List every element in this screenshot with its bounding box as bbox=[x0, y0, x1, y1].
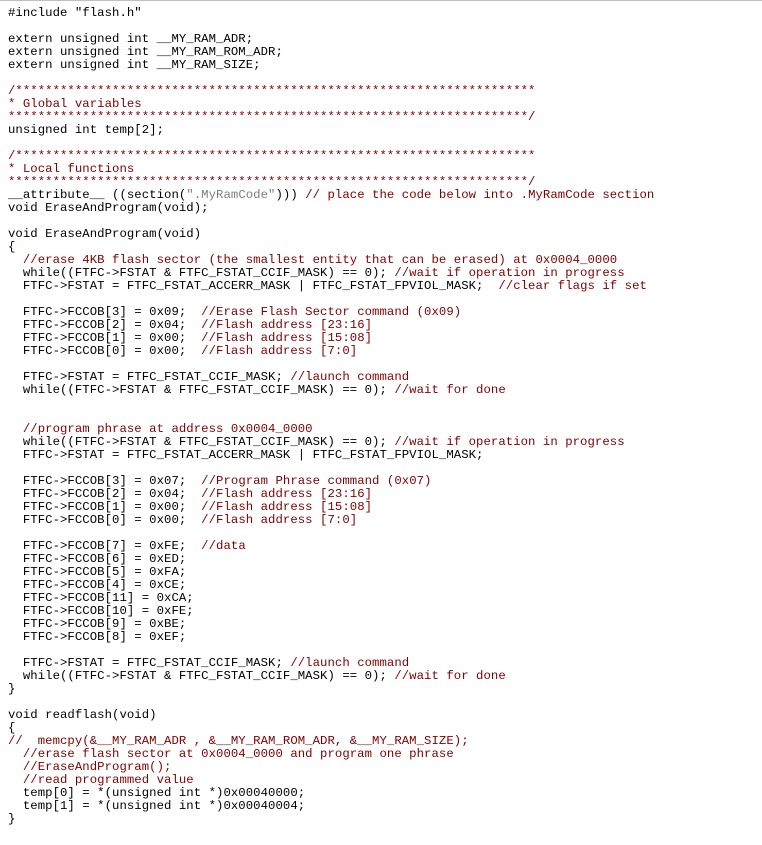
code-token: while((FTFC->FSTAT & FTFC_FSTAT_CCIF_MASK) == 0); bbox=[8, 266, 395, 280]
code-token: #include "flash.h" bbox=[8, 6, 142, 20]
code-comment: /********************************************************************** bbox=[8, 149, 536, 163]
code-token: } bbox=[8, 682, 16, 696]
code-line bbox=[8, 813, 654, 826]
code-comment: //wait if operation in progress bbox=[394, 266, 625, 280]
code-token: __attribute__ ((section( bbox=[8, 188, 187, 202]
code-comment: //program phrase at address 0x0004_0000 bbox=[22, 422, 313, 436]
code-token: FTFC->FCCOB[1] = 0x00; bbox=[8, 500, 202, 514]
code-token: void EraseAndProgram(void) bbox=[8, 227, 202, 241]
code-comment: //launch command bbox=[290, 656, 410, 670]
code-comment: // memcpy(&__MY_RAM_ADR , &__MY_RAM_ROM_ADR, &__MY_RAM_SIZE); bbox=[8, 734, 469, 748]
code-token: FTFC->FCCOB[9] = 0xBE; bbox=[8, 617, 187, 631]
code-comment: //Flash address [7:0] bbox=[201, 513, 358, 527]
code-comment: * Global variables bbox=[8, 97, 142, 111]
code-comment: //erase flash sector at 0x0004_0000 and program one phrase bbox=[22, 747, 454, 761]
code-token: FTFC->FSTAT = FTFC_FSTAT_ACCERR_MASK | FTFC_FSTAT_FPVIOL_MASK; bbox=[8, 279, 499, 293]
code-token: FTFC->FCCOB[0] = 0x00; bbox=[8, 344, 202, 358]
code-comment: //EraseAndProgram(); bbox=[22, 760, 172, 774]
code-line bbox=[8, 228, 654, 241]
code-comment: //Flash address [7:0] bbox=[201, 344, 358, 358]
code-token: while((FTFC->FSTAT & FTFC_FSTAT_CCIF_MASK) == 0); bbox=[8, 435, 395, 449]
code-token: FTFC->FCCOB[10] = 0xFE; bbox=[8, 604, 194, 618]
code-comment: //Flash address [15:08] bbox=[201, 500, 373, 514]
code-token: FTFC->FSTAT = FTFC_FSTAT_ACCERR_MASK | FTFC_FSTAT_FPVIOL_MASK; bbox=[8, 448, 484, 462]
code-token: unsigned int temp[2]; bbox=[8, 123, 165, 137]
code-line bbox=[8, 670, 654, 683]
code-comment: //Program Phrase command (0x07) bbox=[201, 474, 432, 488]
code-token: FTFC->FCCOB[1] = 0x00; bbox=[8, 331, 202, 345]
code-token: FTFC->FCCOB[2] = 0x04; bbox=[8, 318, 202, 332]
code-token: while((FTFC->FSTAT & FTFC_FSTAT_CCIF_MASK) == 0); bbox=[8, 383, 395, 397]
code-token: FTFC->FCCOB[0] = 0x00; bbox=[8, 513, 202, 527]
code-token: FTFC->FCCOB[8] = 0xEF; bbox=[8, 630, 187, 644]
code-line bbox=[8, 59, 654, 72]
code-comment: //Flash address [23:16] bbox=[201, 487, 373, 501]
code-comment: //Erase Flash Sector command (0x09) bbox=[201, 305, 462, 319]
code-line bbox=[8, 800, 654, 813]
code-comment: //erase 4KB flash sector (the smallest entity that can be erased) at 0x0004_0000 bbox=[22, 253, 618, 267]
code-line bbox=[8, 280, 654, 293]
code-token bbox=[8, 747, 23, 761]
code-token: FTFC->FSTAT = FTFC_FSTAT_CCIF_MASK; bbox=[8, 370, 291, 384]
code-comment: //data bbox=[201, 539, 246, 553]
code-token: extern unsigned int __MY_RAM_ADR; bbox=[8, 32, 254, 46]
code-token: } bbox=[8, 812, 16, 826]
code-comment: **********************************************************************/ bbox=[8, 110, 536, 124]
code-token: FTFC->FCCOB[7] = 0xFE; bbox=[8, 539, 202, 553]
code-token: FTFC->FCCOB[2] = 0x04; bbox=[8, 487, 202, 501]
code-comment: //launch command bbox=[290, 370, 410, 384]
code-comment: **********************************************************************/ bbox=[8, 175, 536, 189]
code-token: temp[1] = *(unsigned int *)0x00040004; bbox=[8, 799, 306, 813]
code-token bbox=[8, 422, 23, 436]
code-token bbox=[8, 760, 23, 774]
code-line bbox=[8, 202, 654, 215]
code-token: FTFC->FCCOB[3] = 0x07; bbox=[8, 474, 202, 488]
code-line bbox=[8, 514, 654, 527]
code-comment: * Local functions bbox=[8, 162, 135, 176]
code-comment: //Flash address [15:08] bbox=[201, 331, 373, 345]
code-token bbox=[8, 253, 23, 267]
code-comment: //wait for done bbox=[394, 669, 506, 683]
code-token: ))) bbox=[275, 188, 306, 202]
code-comment: //Flash address [23:16] bbox=[201, 318, 373, 332]
code-token: FTFC->FCCOB[5] = 0xFA; bbox=[8, 565, 187, 579]
code-token: void readflash(void) bbox=[8, 708, 157, 722]
code-comment: //wait for done bbox=[394, 383, 506, 397]
code-comment: //wait if operation in progress bbox=[394, 435, 625, 449]
code-token: { bbox=[8, 240, 16, 254]
code-token: void EraseAndProgram(void); bbox=[8, 201, 209, 215]
code-line bbox=[8, 397, 654, 410]
code-token: FTFC->FSTAT = FTFC_FSTAT_CCIF_MASK; bbox=[8, 656, 291, 670]
code-line bbox=[8, 709, 654, 722]
code-token: temp[0] = *(unsigned int *)0x00040000; bbox=[8, 786, 306, 800]
code-token: while((FTFC->FSTAT & FTFC_FSTAT_CCIF_MASK) == 0); bbox=[8, 669, 395, 683]
code-token bbox=[8, 773, 23, 787]
code-comment: //read programmed value bbox=[22, 773, 194, 787]
code-token: FTFC->FCCOB[6] = 0xED; bbox=[8, 552, 187, 566]
code-line bbox=[8, 449, 654, 462]
code-line bbox=[8, 384, 654, 397]
code-line bbox=[8, 7, 654, 20]
code-comment: //clear flags if set bbox=[498, 279, 647, 293]
code-token: FTFC->FCCOB[3] = 0x09; bbox=[8, 305, 202, 319]
code-token: FTFC->FCCOB[11] = 0xCA; bbox=[8, 591, 194, 605]
code-text-area[interactable] bbox=[8, 7, 654, 826]
code-token: extern unsigned int __MY_RAM_ROM_ADR; bbox=[8, 45, 283, 59]
code-comment: // place the code below into .MyRamCode section bbox=[305, 188, 655, 202]
code-line bbox=[8, 345, 654, 358]
code-token: { bbox=[8, 721, 16, 735]
code-comment: /********************************************************************** bbox=[8, 84, 536, 98]
code-token: extern unsigned int __MY_RAM_SIZE; bbox=[8, 58, 261, 72]
code-string: ".MyRamCode" bbox=[186, 188, 276, 202]
code-token: FTFC->FCCOB[4] = 0xCE; bbox=[8, 578, 187, 592]
code-line bbox=[8, 683, 654, 696]
code-line bbox=[8, 124, 654, 137]
code-line bbox=[8, 631, 654, 644]
